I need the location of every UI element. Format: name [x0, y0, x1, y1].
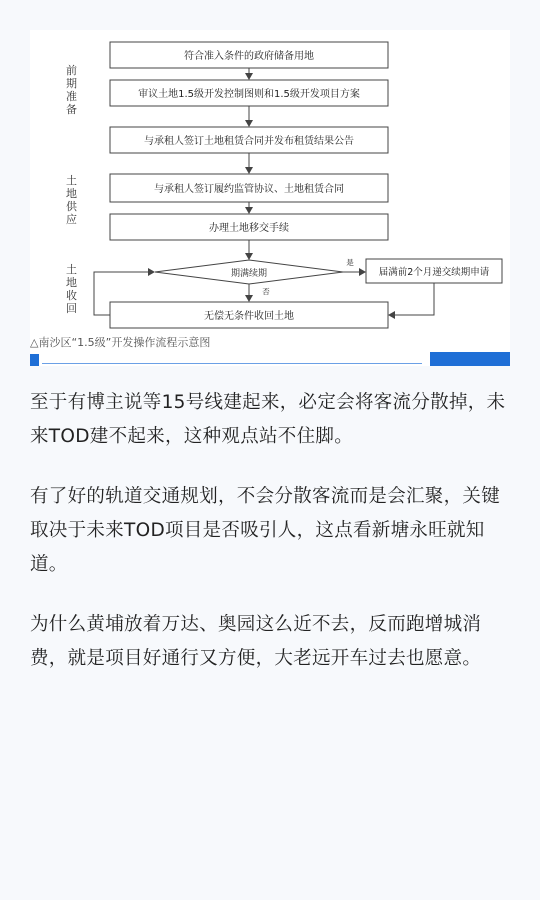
- step-1-text: 符合准入条件的政府储备用地: [184, 51, 314, 62]
- paragraph-1: 至于有博主说等15号线建起来，必定会将客流分散掉，未来TOD建不起来，这种观点站不住脚。: [30, 392, 506, 447]
- flowchart-diagram: [30, 30, 510, 350]
- step-3-text: 与承租人签订土地租赁合同并发布租赁结果公告: [144, 136, 354, 147]
- phase-label-supply: [66, 173, 78, 226]
- phase-prep-2: 期: [66, 77, 77, 90]
- article-body: [30, 386, 512, 702]
- phase-prep-1: 前: [66, 64, 77, 77]
- phase-supply-1: 土: [66, 174, 77, 187]
- phase-prep-3: 准: [66, 90, 77, 103]
- phase-label-prep: [66, 63, 77, 116]
- paragraph-3: 为什么黄埔放着万达、奥园这么近不去，反而跑增城消费，就是项目好通行又方便，大老远开车过去也愿意。: [30, 614, 482, 669]
- decision-text: 期满续期: [230, 269, 268, 279]
- paragraph-2: 有了好的轨道交通规划，不会分散客流而是会汇聚，关键取决于未来TOD项目是否吸引人，这点看新塘永旺就知道。: [30, 486, 501, 575]
- flowchart-figure: [30, 30, 510, 366]
- step-4-text: 与承租人签订履约监管协议、土地租赁合同: [154, 184, 344, 195]
- phase-label-recover: [66, 262, 77, 315]
- figure-caption: △南沙区“1.5级”开发操作流程示意图: [30, 336, 211, 349]
- step-5-text: 办理土地移交手续: [209, 223, 289, 234]
- phase-recover-3: 收: [66, 289, 77, 302]
- phase-supply-3: 供: [66, 200, 77, 213]
- yes-label: 是: [346, 258, 354, 267]
- caption-divider: [42, 363, 422, 364]
- caption-accent-square: [30, 354, 39, 366]
- no-label: 否: [262, 287, 270, 296]
- arrow-renewal-back: [389, 283, 434, 315]
- phase-recover-1: 土: [66, 263, 77, 276]
- step-2-text: 审议土地1.5级开发控制图则和1.5级开发项目方案: [138, 89, 360, 100]
- phase-supply-2: 地: [66, 187, 77, 200]
- final-text: 无偿无条件收回土地: [204, 311, 294, 322]
- phase-prep-4: 备: [66, 103, 77, 116]
- caption-accent-bar: [430, 352, 510, 366]
- phase-supply-4: 应: [66, 213, 77, 226]
- renewal-text: 届满前2个月递交续期申请: [378, 267, 490, 278]
- phase-recover-4: 回: [66, 302, 77, 315]
- phase-recover-2: 地: [66, 276, 77, 289]
